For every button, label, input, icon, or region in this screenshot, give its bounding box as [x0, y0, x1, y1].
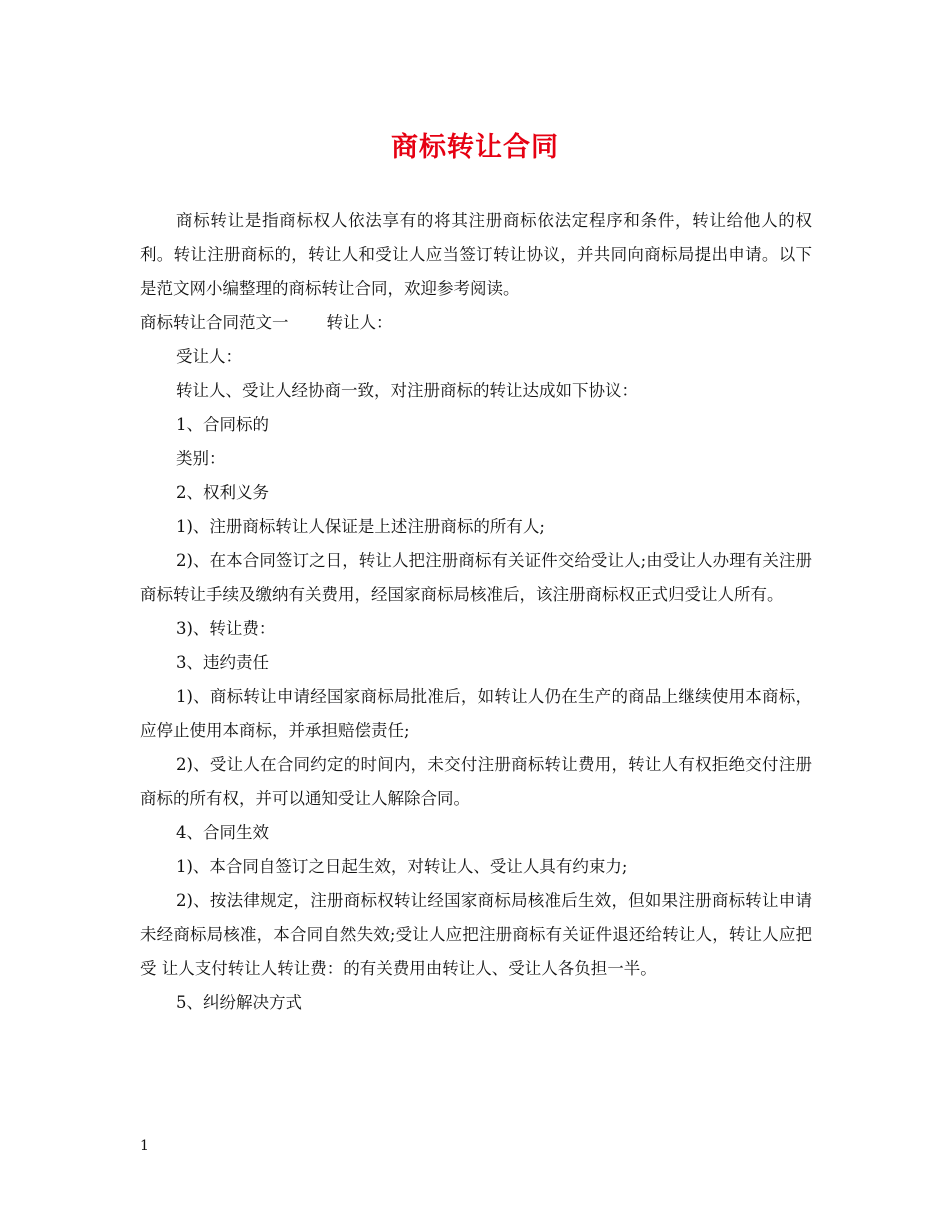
sample-heading: 商标转让合同范文一	[140, 313, 289, 332]
document-body	[140, 204, 812, 1020]
section-2-item-1: 1)、注册商标转让人保证是上述注册商标的所有人;	[176, 517, 545, 536]
intro-paragraph: 商标转让是指商标权人依法享有的将其注册商标依法定程序和条件，转让给他人的权利。转让注册商标的，转让人和受让人应当签订转让协议，并共同向商标局提出申请。以下是范文网小编整理的商标转让合同，欢迎参考阅读。	[140, 211, 812, 298]
section-2-item-2: 2)、在本合同签订之日，转让人把注册商标有关证件交给受让人;由受让人办理有关注册商标转让手续及缴纳有关费用，经国家商标局核准后，该注册商标权正式归受让人所有。	[140, 551, 812, 604]
section-2-title: 2、权利义务	[176, 483, 269, 502]
section-4-item-1: 1)、本合同自签订之日起生效，对转让人、受让人具有约束力;	[176, 857, 628, 876]
section-4-item-2: 2)、按法律规定，注册商标权转让经国家商标局核准后生效，但如果注册商标转让申请未经商标局核准，本合同自然失效;受让人应把注册商标有关证件退还给转让人，转让人应把受 让人支付转让人转让费：的有关费用由转让人、受让人各负担一半。	[140, 891, 812, 978]
transferor-label: 转让人：	[326, 313, 393, 332]
transferee-label: 受让人：	[176, 347, 242, 366]
section-3-item-2: 2)、受让人在合同约定的时间内，未交付注册商标转让费用，转让人有权拒绝交付注册商标的所有权，并可以通知受让人解除合同。	[140, 755, 812, 808]
document-title: 商标转让合同	[391, 132, 559, 163]
section-3-item-1: 1)、商标转让申请经国家商标局批准后，如转让人仍在生产的商品上继续使用本商标，应停止使用本商标，并承担赔偿责任;	[140, 687, 812, 740]
section-3-title: 3、违约责任	[176, 653, 269, 672]
section-2-item-3: 3)、转让费：	[176, 619, 276, 638]
section-5-title: 5、纠纷解决方式	[176, 993, 302, 1012]
agreement-line: 转让人、受让人经协商一致，对注册商标的转让达成如下协议：	[176, 381, 638, 400]
section-1-category: 类别：	[176, 449, 226, 468]
section-4-title: 4、合同生效	[176, 823, 269, 842]
sample-heading-line	[140, 306, 812, 340]
section-1-title: 1、合同标的	[176, 415, 269, 434]
page-number: 1	[140, 1138, 149, 1154]
